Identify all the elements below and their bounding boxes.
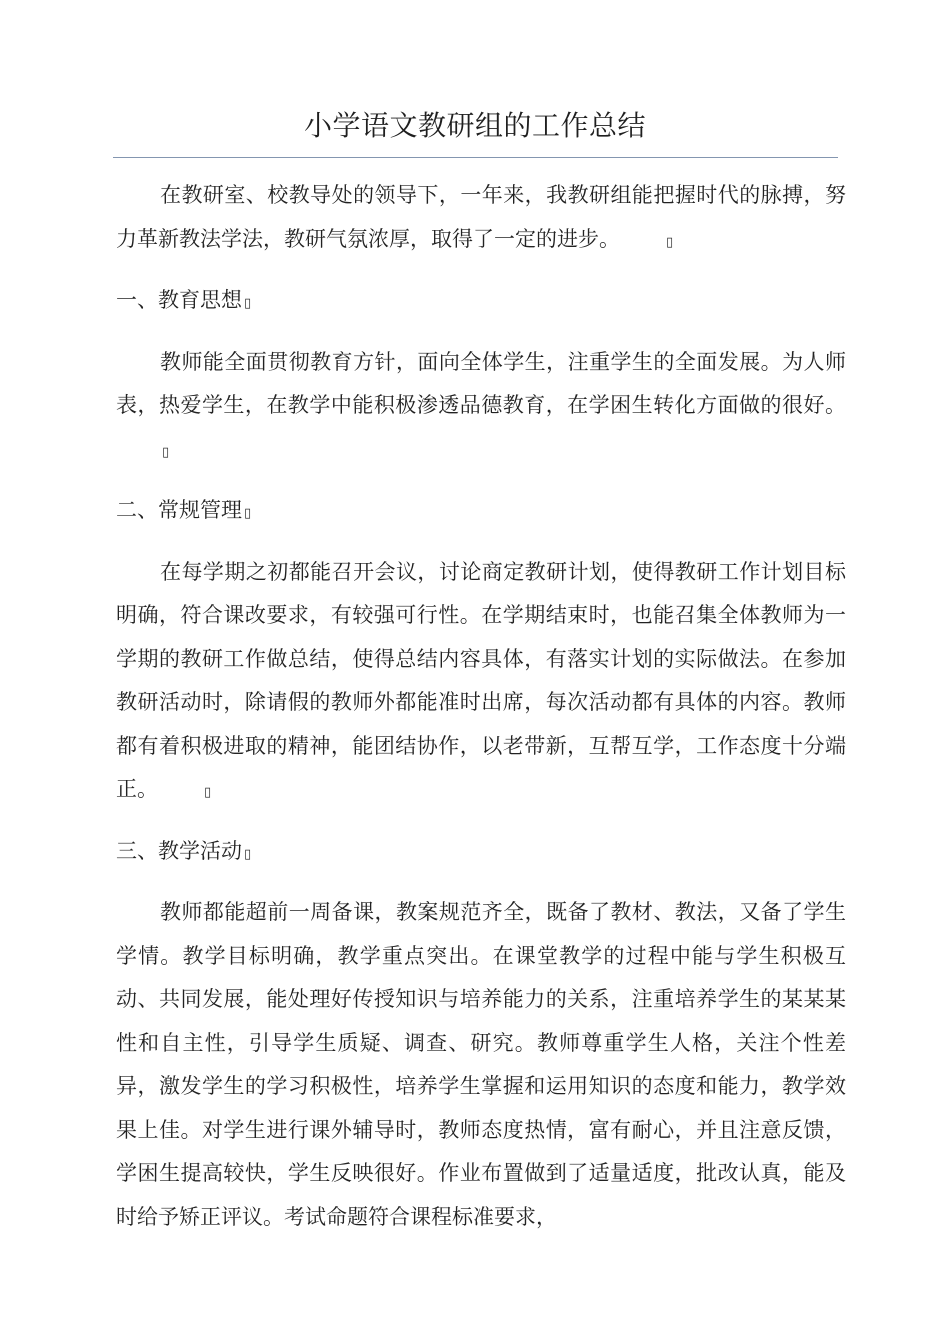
- paragraph-mark-icon: ▯: [244, 506, 252, 521]
- paragraph-text: 在每学期之初都能召开会议，讨论商定教研计划，使得教研工作计划目标明确，符合课改要求，有较强可行性。在学期结束时，也能召集全体教师为一学期的教研工作做总结，使得总结内容具体，有落实计划的实际做法。在参加教研活动时，除请假的教师外都能准时出席，每次活动都有具体的内容。教师都有着积极进取的精神，能团结协作，以老带新，互帮互学，工作态度十分端正。: [116, 559, 846, 801]
- paragraph-mark-icon: ▯: [244, 846, 252, 862]
- section-heading-education-thought: [116, 279, 846, 326]
- document-body: [116, 174, 846, 1254]
- heading-text: 二、常规管理: [116, 498, 242, 522]
- paragraph-text: 教师能全面贯彻教育方针，面向全体学生，注重学生的全面发展。为人师表，热爱学生，在教学中能积极渗透品德教育，在学困生转化方面做的很好。: [116, 349, 846, 417]
- section-heading-teaching-activities: [116, 830, 846, 877]
- paragraph-text: 在教研室、校教导处的领导下，一年来，我教研组能把握时代的脉搏，努力革新教法学法，教研气氛浓厚，取得了一定的进步。: [116, 183, 846, 251]
- heading-text: 三、教学活动: [116, 838, 242, 863]
- paragraph-mark-icon: ▯: [204, 785, 212, 800]
- page-title: 小学语文教研组的工作总结: [303, 109, 646, 142]
- teaching-activities-paragraph: [116, 891, 846, 1239]
- section-heading-routine-management: [116, 489, 846, 536]
- paragraph-mark-icon: ▯: [666, 234, 674, 250]
- paragraph-mark-icon: ▯: [244, 296, 252, 311]
- title-divider: [113, 157, 838, 158]
- routine-management-paragraph: [116, 551, 846, 815]
- education-thought-paragraph: [116, 341, 846, 475]
- paragraph-mark-icon: ▯: [162, 444, 170, 460]
- heading-text: 一、教育思想: [116, 288, 242, 312]
- intro-paragraph: [116, 174, 846, 264]
- paragraph-text: 教师都能超前一周备课，教案规范齐全，既备了教材、教法，又备了学生学情。教学目标明确，教学重点突出。在课堂教学的过程中能与学生积极互动、共同发展，能处理好传授知识与培养能力的关系，注重培养学生的某某某性和自主性，引导学生质疑、调查、研究。教师尊重学生人格，关注个性差异，激发学生的学习积极性，培养学生掌握和运用知识的态度和能力，教学效果上佳。对学生进行课外辅导时，教师态度热情，富有耐心，并且注意反馈，学困生提高较快，学生反映很好。作业布置做到了适量适度，批改认真，能及时给予矫正评议。考试命题符合课程标准要求，: [116, 900, 846, 1229]
